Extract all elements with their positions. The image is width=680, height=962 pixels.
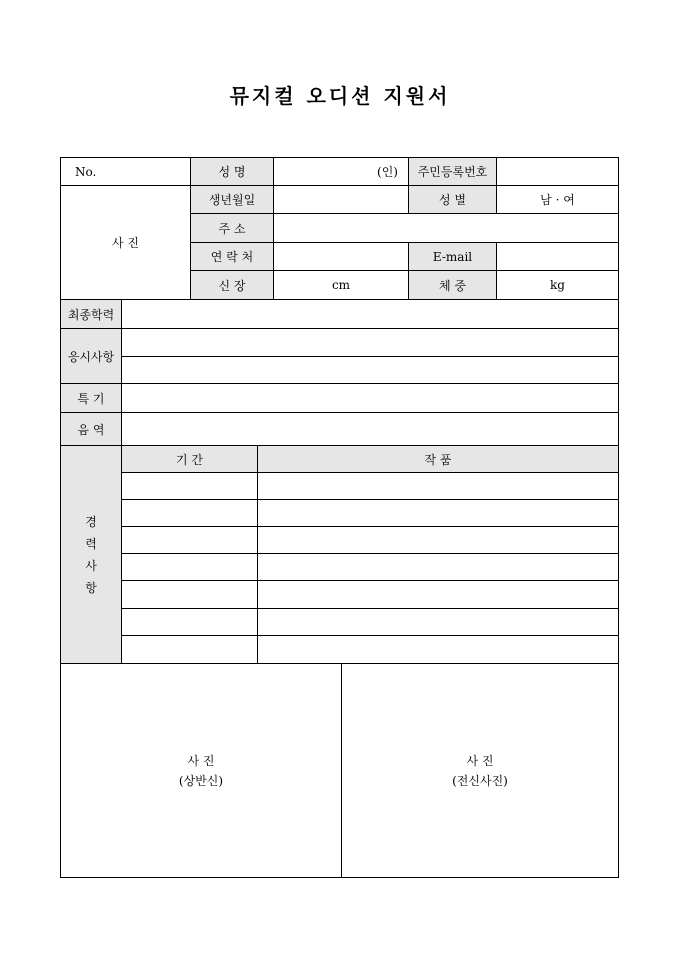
education-label: 최종학력	[60, 299, 122, 329]
full-body-photo-area[interactable]	[341, 663, 619, 878]
address-label: 주 소	[190, 213, 274, 243]
career-period-cell[interactable]	[121, 635, 258, 664]
name-seal: (인)	[377, 165, 398, 179]
contact-field[interactable]	[273, 242, 409, 271]
no-label: No.	[60, 157, 191, 186]
audition-label: 응시사항	[60, 328, 122, 384]
vocal-range-field[interactable]	[121, 412, 619, 446]
audition-field-2[interactable]	[121, 356, 619, 384]
career-label-char: 력	[85, 536, 97, 551]
career-period-cell[interactable]	[121, 472, 258, 500]
audition-field-1[interactable]	[121, 328, 619, 357]
email-label: E-mail	[408, 242, 497, 271]
career-works-header: 작 품	[257, 445, 619, 473]
birthdate-field[interactable]	[273, 185, 409, 214]
upper-body-photo-area[interactable]	[60, 663, 342, 878]
career-period-cell[interactable]	[121, 608, 258, 636]
contact-label: 연 락 처	[190, 242, 274, 271]
career-period-cell[interactable]	[121, 553, 258, 581]
specialty-label: 특 기	[60, 383, 122, 413]
upper-photo-label: 사 진	[187, 753, 215, 768]
email-field[interactable]	[496, 242, 619, 271]
career-label-char: 사	[85, 558, 97, 573]
career-label-char: 항	[85, 580, 97, 595]
height-label: 신 장	[190, 270, 274, 300]
weight-field[interactable]: kg	[496, 270, 619, 300]
gender-label: 성 별	[408, 185, 497, 214]
weight-label: 체 중	[408, 270, 497, 300]
vocal-range-label: 음 역	[60, 412, 122, 446]
career-period-cell[interactable]	[121, 499, 258, 527]
career-works-cell[interactable]	[257, 526, 619, 554]
career-period-cell[interactable]	[121, 526, 258, 554]
upper-photo-sublabel: (상반신)	[178, 773, 224, 788]
resident-id-label: 주민등록번호	[408, 157, 497, 186]
career-works-cell[interactable]	[257, 553, 619, 581]
gender-field[interactable]: 남 · 여	[496, 185, 619, 214]
full-photo-sublabel: (전신사진)	[452, 773, 508, 788]
career-period-cell[interactable]	[121, 580, 258, 609]
specialty-field[interactable]	[121, 383, 619, 413]
form-title: 뮤지컬 오디션 지원서	[229, 84, 451, 108]
career-period-header: 기 간	[121, 445, 258, 473]
name-label: 성 명	[190, 157, 274, 186]
career-works-cell[interactable]	[257, 635, 619, 664]
height-field[interactable]: cm	[273, 270, 409, 300]
full-photo-label: 사 진	[466, 753, 494, 768]
education-field[interactable]	[121, 299, 619, 329]
career-works-cell[interactable]	[257, 580, 619, 609]
name-field[interactable]	[273, 157, 409, 186]
id-photo-area[interactable]: 사 진	[60, 185, 191, 300]
resident-id-field[interactable]	[496, 157, 619, 186]
career-label-char: 경	[85, 514, 97, 529]
career-works-cell[interactable]	[257, 472, 619, 500]
address-field[interactable]	[273, 213, 619, 243]
career-works-cell[interactable]	[257, 608, 619, 636]
career-works-cell[interactable]	[257, 499, 619, 527]
birthdate-label: 생년월일	[190, 185, 274, 214]
career-label	[60, 445, 122, 664]
